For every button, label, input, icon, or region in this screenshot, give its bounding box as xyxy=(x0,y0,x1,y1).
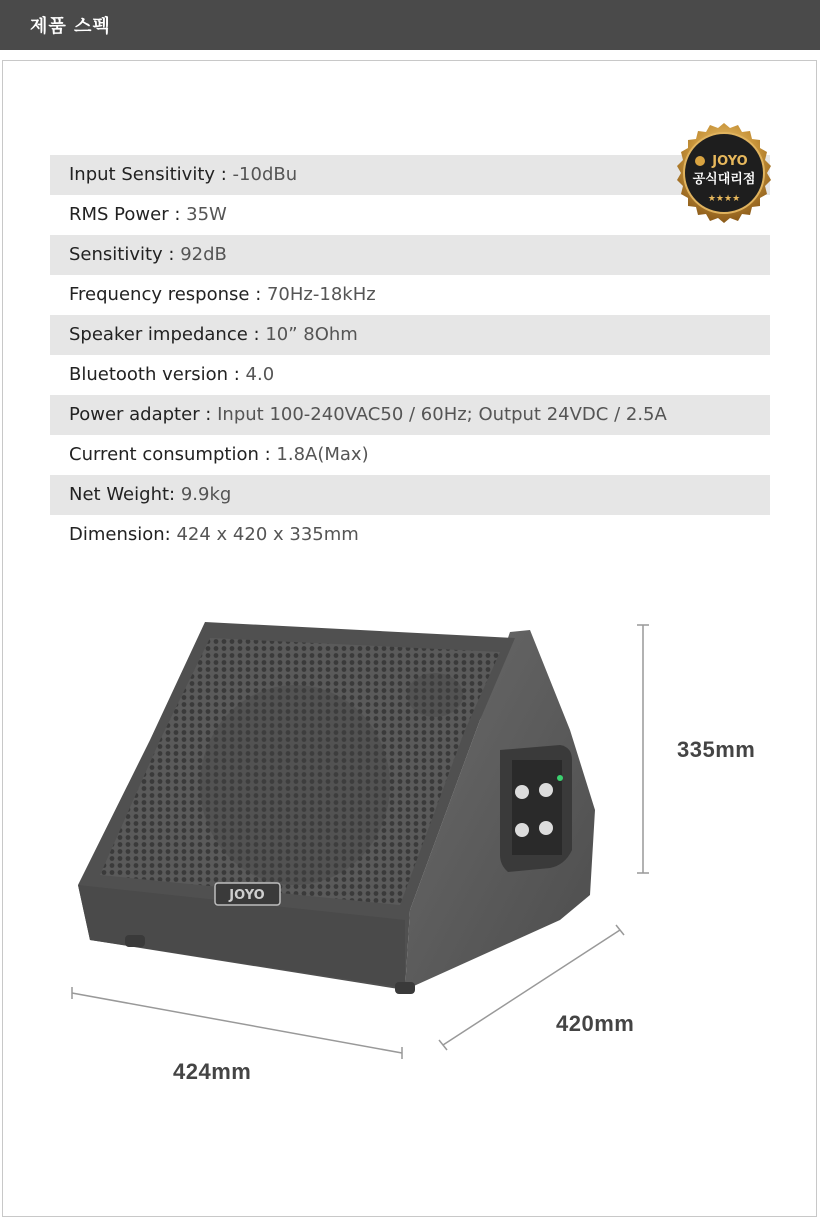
badge-brand: JOYO xyxy=(712,154,748,169)
spec-value: 1.8A(Max) xyxy=(276,444,369,465)
spec-row xyxy=(50,355,770,395)
spec-key: Bluetooth version : xyxy=(69,364,246,385)
spec-row xyxy=(50,275,770,315)
badge-text: 공식대리점 xyxy=(692,172,756,187)
stage-monitor-speaker-image xyxy=(60,610,770,1090)
spec-table xyxy=(50,155,770,555)
spec-value: 9.9kg xyxy=(180,484,232,505)
spec-key: Power adapter : xyxy=(69,404,218,425)
spec-value: 4.0 xyxy=(245,364,275,385)
spec-row xyxy=(50,395,770,435)
spec-row xyxy=(50,435,770,475)
spec-row xyxy=(50,315,770,355)
spec-value: 10” 8Ohm xyxy=(265,324,358,345)
spec-key: Frequency response : xyxy=(69,284,267,305)
spec-key: Speaker impedance : xyxy=(69,324,266,345)
width-dimension-label: 424mm xyxy=(173,1059,252,1084)
official-dealer-badge xyxy=(668,117,780,229)
spec-row xyxy=(50,235,770,275)
spec-value: Input 100-240VAC50 / 60Hz; Output 24VDC / 2.5A xyxy=(217,404,667,425)
spec-key: Sensitivity : xyxy=(69,244,181,265)
spec-value: 424 x 420 x 335mm xyxy=(176,524,359,545)
joyo-logo-icon xyxy=(695,156,705,166)
spec-key: Current consumption : xyxy=(69,444,277,465)
spec-value: 92dB xyxy=(180,244,227,265)
spec-row xyxy=(50,195,770,235)
spec-value: -10dBu xyxy=(232,164,298,185)
spec-key: Input Sensitivity : xyxy=(69,164,233,185)
height-dimension-label: 335mm xyxy=(677,737,756,762)
badge-stars: ★★★★ xyxy=(707,194,741,204)
spec-row xyxy=(50,515,770,555)
spec-key: RMS Power : xyxy=(69,204,187,225)
spec-value: 35W xyxy=(186,204,227,225)
spec-row xyxy=(50,155,770,195)
spec-key: Net Weight: xyxy=(69,484,181,505)
page-title: 제품 스펙 xyxy=(30,16,111,37)
depth-dimension-label: 420mm xyxy=(556,1011,635,1036)
page-header xyxy=(0,0,820,50)
spec-row xyxy=(50,475,770,515)
spec-value: 70Hz-18kHz xyxy=(266,284,376,305)
spec-key: Dimension: xyxy=(69,524,177,545)
speaker-logo: JOYO xyxy=(229,888,265,903)
